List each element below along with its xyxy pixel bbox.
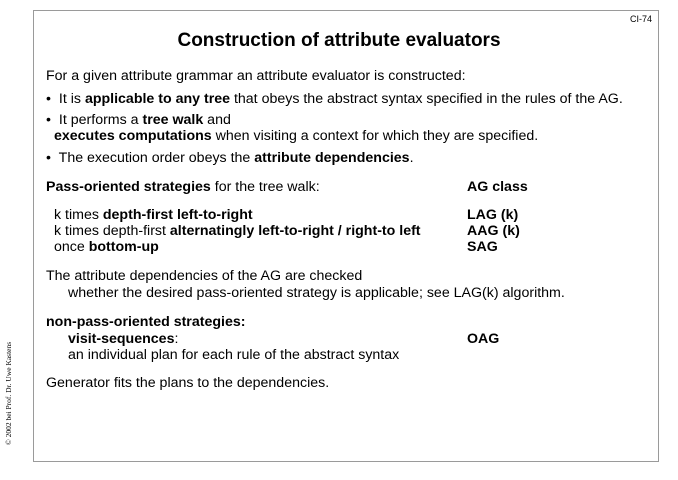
copyright-note: © 2002 bei Prof. Dr. Uwe Kastens bbox=[4, 341, 13, 445]
pass-row-sag: once bottom-up bbox=[54, 239, 159, 255]
visit-sequences: visit-sequences: bbox=[68, 331, 179, 347]
check-line-2: whether the desired pass-oriented strategy is applicable; see LAG(k) algorithm. bbox=[68, 285, 565, 301]
ag-class-header: AG class bbox=[467, 179, 528, 195]
pass-heading: Pass-oriented strategies for the tree walk: bbox=[46, 179, 320, 195]
pass-row-lag-class: LAG (k) bbox=[467, 207, 519, 223]
check-line-1: The attribute dependencies of the AG are checked bbox=[46, 268, 363, 284]
nonpass-heading: non-pass-oriented strategies: bbox=[46, 314, 246, 330]
bullet-applicable: • It is applicable to any tree that obeys the abstract syntax specified in the rules of the AG. bbox=[46, 91, 623, 107]
pass-row-aag-class: AAG (k) bbox=[467, 223, 520, 239]
bullet-tree-walk-cont: executes computations when visiting a context for which they are specified. bbox=[54, 128, 539, 144]
slide-id: CI-74 bbox=[629, 14, 652, 24]
oag-class: OAG bbox=[467, 331, 500, 347]
bullet-execution-order: • The execution order obeys the attribute dependencies. bbox=[46, 150, 414, 166]
pass-row-aag: k times depth-first alternatingly left-to-right / right-to left bbox=[54, 223, 421, 239]
pass-row-lag: k times depth-first left-to-right bbox=[54, 207, 253, 223]
page-title: Construction of attribute evaluators bbox=[177, 30, 501, 51]
bullet-tree-walk: • It performs a tree walk and bbox=[46, 112, 231, 128]
pass-row-sag-class: SAG bbox=[467, 239, 498, 255]
generator-text: Generator fits the plans to the dependencies. bbox=[46, 375, 330, 391]
intro-text: For a given attribute grammar an attribute evaluator is constructed: bbox=[46, 68, 466, 84]
plan-text: an individual plan for each rule of the abstract syntax bbox=[68, 347, 400, 363]
